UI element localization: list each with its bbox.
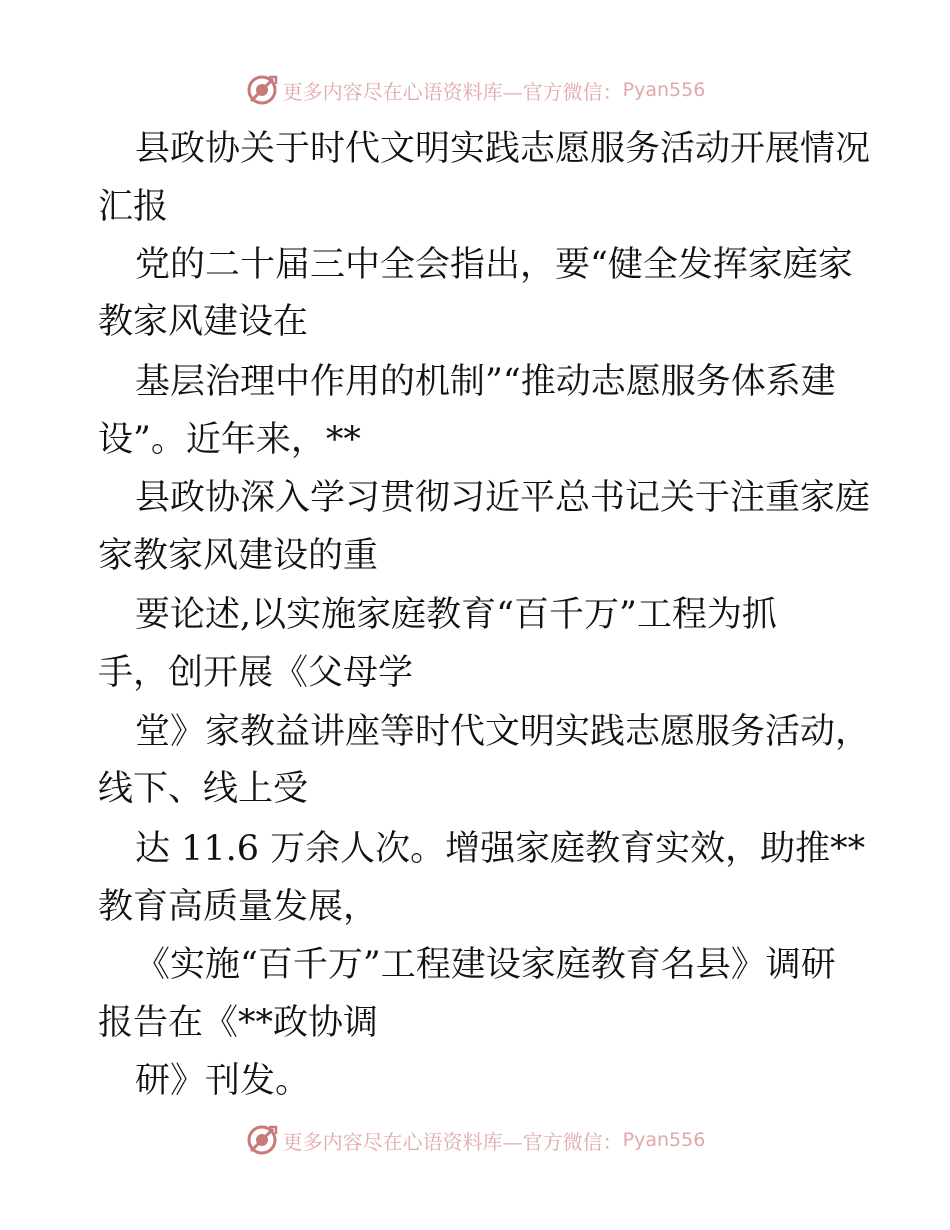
logo-icon <box>245 73 279 107</box>
text-line: 线下、线上受 <box>98 769 309 809</box>
text-line: 堂》家教益讲座等时代文明实践志愿服务活动， <box>135 712 871 752</box>
title-line-2: 汇报 <box>98 187 169 227</box>
watermark-footer <box>0 1122 950 1158</box>
text-line: 党的二十届三中全会指出，要“健全发挥家庭家 <box>135 245 853 285</box>
watermark-header <box>0 72 950 108</box>
text-line: 基层治理中作用的机制”“推动志愿服务体系建 <box>135 362 836 402</box>
text-line: 设”。近年来，** <box>98 420 361 460</box>
text-line: 《实施“百千万”工程建设家庭教育名县》调研 <box>135 945 836 985</box>
logo-icon <box>245 1123 279 1157</box>
text-line: 报告在《**政协调 <box>98 1003 379 1043</box>
watermark-text: 更多内容尽在心语资料库—官方微信： <box>282 1129 623 1154</box>
text-line: 达 11.6 万余人次。增强家庭教育实效，助推** <box>135 829 866 869</box>
text-line: 家教家风建设的重 <box>98 536 379 576</box>
text-line: 教育高质量发展， <box>98 887 379 927</box>
watermark-wechat-id: Pyan556 <box>622 1129 706 1151</box>
title-line-1: 县政协关于时代文明实践志愿服务活动开展情况 <box>135 129 871 169</box>
watermark-text: 更多内容尽在心语资料库—官方微信： <box>282 79 623 104</box>
text-line: 要论述,以实施家庭教育“百千万”工程为抓 <box>135 595 777 635</box>
watermark-wechat-id: Pyan556 <box>622 79 706 101</box>
text-line: 教家风建设在 <box>98 302 309 342</box>
text-line: 县政协深入学习贯彻习近平总书记关于注重家庭 <box>135 478 871 518</box>
text-line: 研》刊发。 <box>135 1061 311 1101</box>
text-line: 手，创开展《父母学 <box>98 653 414 693</box>
